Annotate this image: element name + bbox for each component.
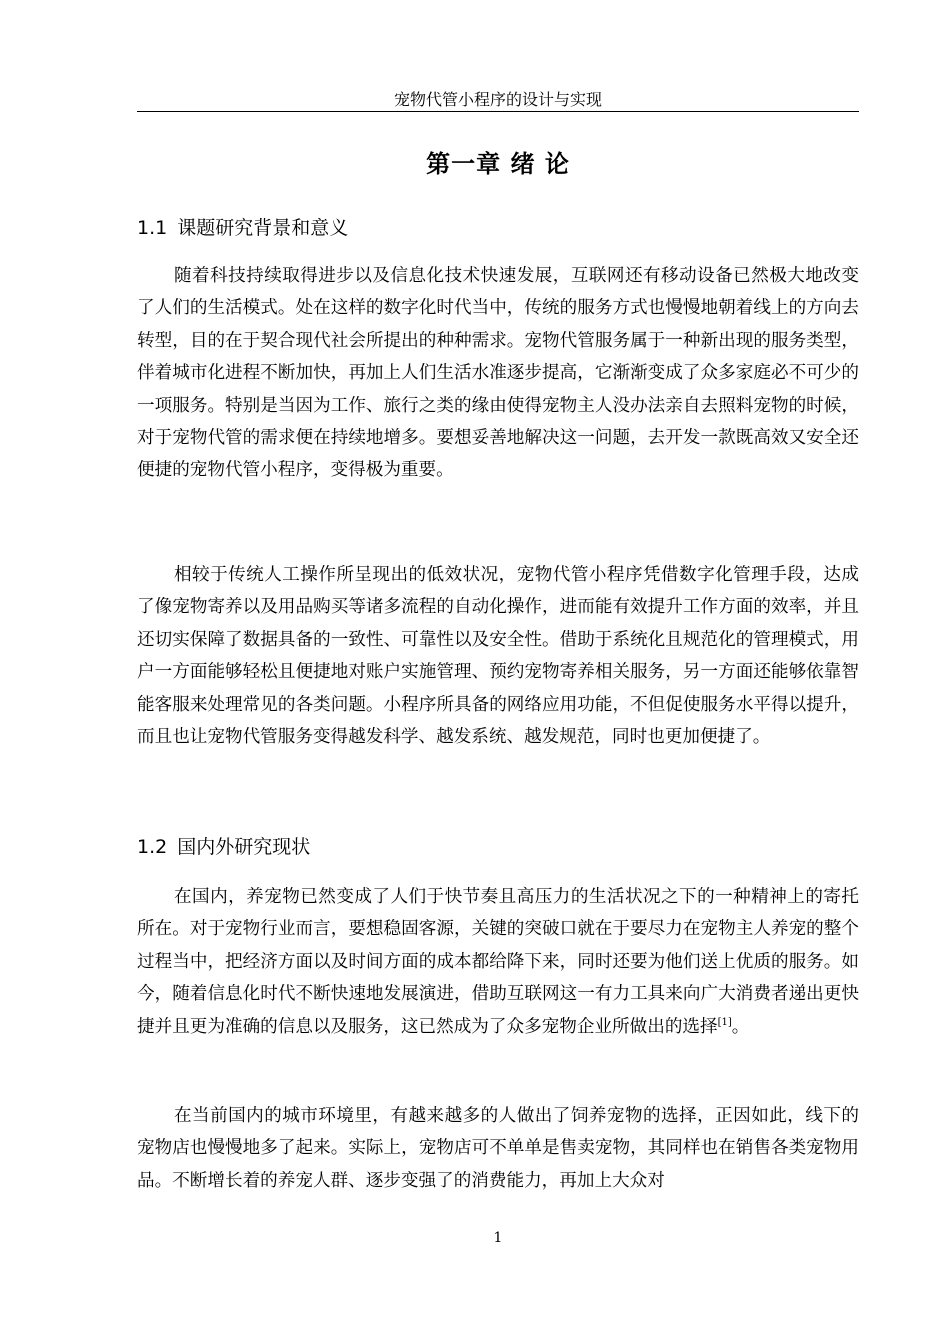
section-title: 国内外研究现状 [177, 836, 311, 858]
running-header: 宠物代管小程序的设计与实现 [393, 90, 602, 109]
paragraph-text: 在国内，养宠物已然变成了人们于快节奏且高压力的生活状况之下的一种精神上的寄托所在。对于宠物行业而言，要想稳固客源，关键的突破口就在于要尽力在宠物主人养宠的整个过程当中，把经济方面以及时间方面的成本都给降下来，同时还要为他们送上优质的服务。如今，随着信息化时代不断快速地发展演进，借助互联网这一有力工具来向广大消费者递出更快捷并且更为准确的信息以及服务，这已然成为了众多宠物企业所做出的选择 [137, 887, 859, 1037]
paragraph: 在当前国内的城市环境里，有越来越多的人做出了饲养宠物的选择，正因如此，线下的宠物店也慢慢地多了起来。实际上，宠物店可不单单是售卖宠物，其同样也在销售各类宠物用品。不断增长着的养宠人群、逐步变强了的消费能力，再加上大众对 [137, 1106, 859, 1191]
paragraph-ending: 。 [731, 1016, 750, 1037]
section-number: 1.1 [137, 217, 168, 239]
section-title: 课题研究背景和意义 [177, 217, 349, 239]
section-heading-1-2 [137, 834, 310, 860]
paragraph [137, 881, 859, 1043]
paragraph: 随着科技持续取得进步以及信息化技术快速发展，互联网还有移动设备已然极大地改变了人们的生活模式。处在这样的数字化时代当中，传统的服务方式也慢慢地朝着线上的方向去转型，目的在于契合现代社会所提出的种种需求。宠物代管服务属于一种新出现的服务类型，伴着城市化进程不断加快，再加上人们生活水准逐步提高，它渐渐变成了众多家庭必不可少的一项服务。特别是当因为工作、旅行之类的缘由使得宠物主人没办法亲自去照料宠物的时候，对于宠物代管的需求便在持续地增多。要想妥善地解决这一问题，去开发一款既高效又安全还便捷的宠物代管小程序，变得极为重要。 [137, 266, 859, 481]
section-heading-1-1 [137, 215, 348, 241]
page-number: 1 [493, 1230, 503, 1246]
chapter-title: 第一章 绪 论 [426, 150, 570, 178]
paragraph: 相较于传统人工操作所呈现出的低效状况，宠物代管小程序凭借数字化管理手段，达成了像宠物寄养以及用品购买等诸多流程的自动化操作，进而能有效提升工作方面的效率，并且还切实保障了数据具备的一致性、可靠性以及安全性。借助于系统化且规范化的管理模式，用户一方面能够轻松且便捷地对账户实施管理、预约宠物寄养相关服务，另一方面还能够依靠智能客服来处理常见的各类问题。小程序所具备的网络应用功能，不但促使服务水平得以提升，而且也让宠物代管服务变得越发科学、越发系统、越发规范，同时也更加便捷了。 [137, 565, 859, 748]
header-rule [137, 111, 859, 112]
section-number: 1.2 [137, 836, 168, 858]
citation: [1] [717, 1016, 732, 1028]
